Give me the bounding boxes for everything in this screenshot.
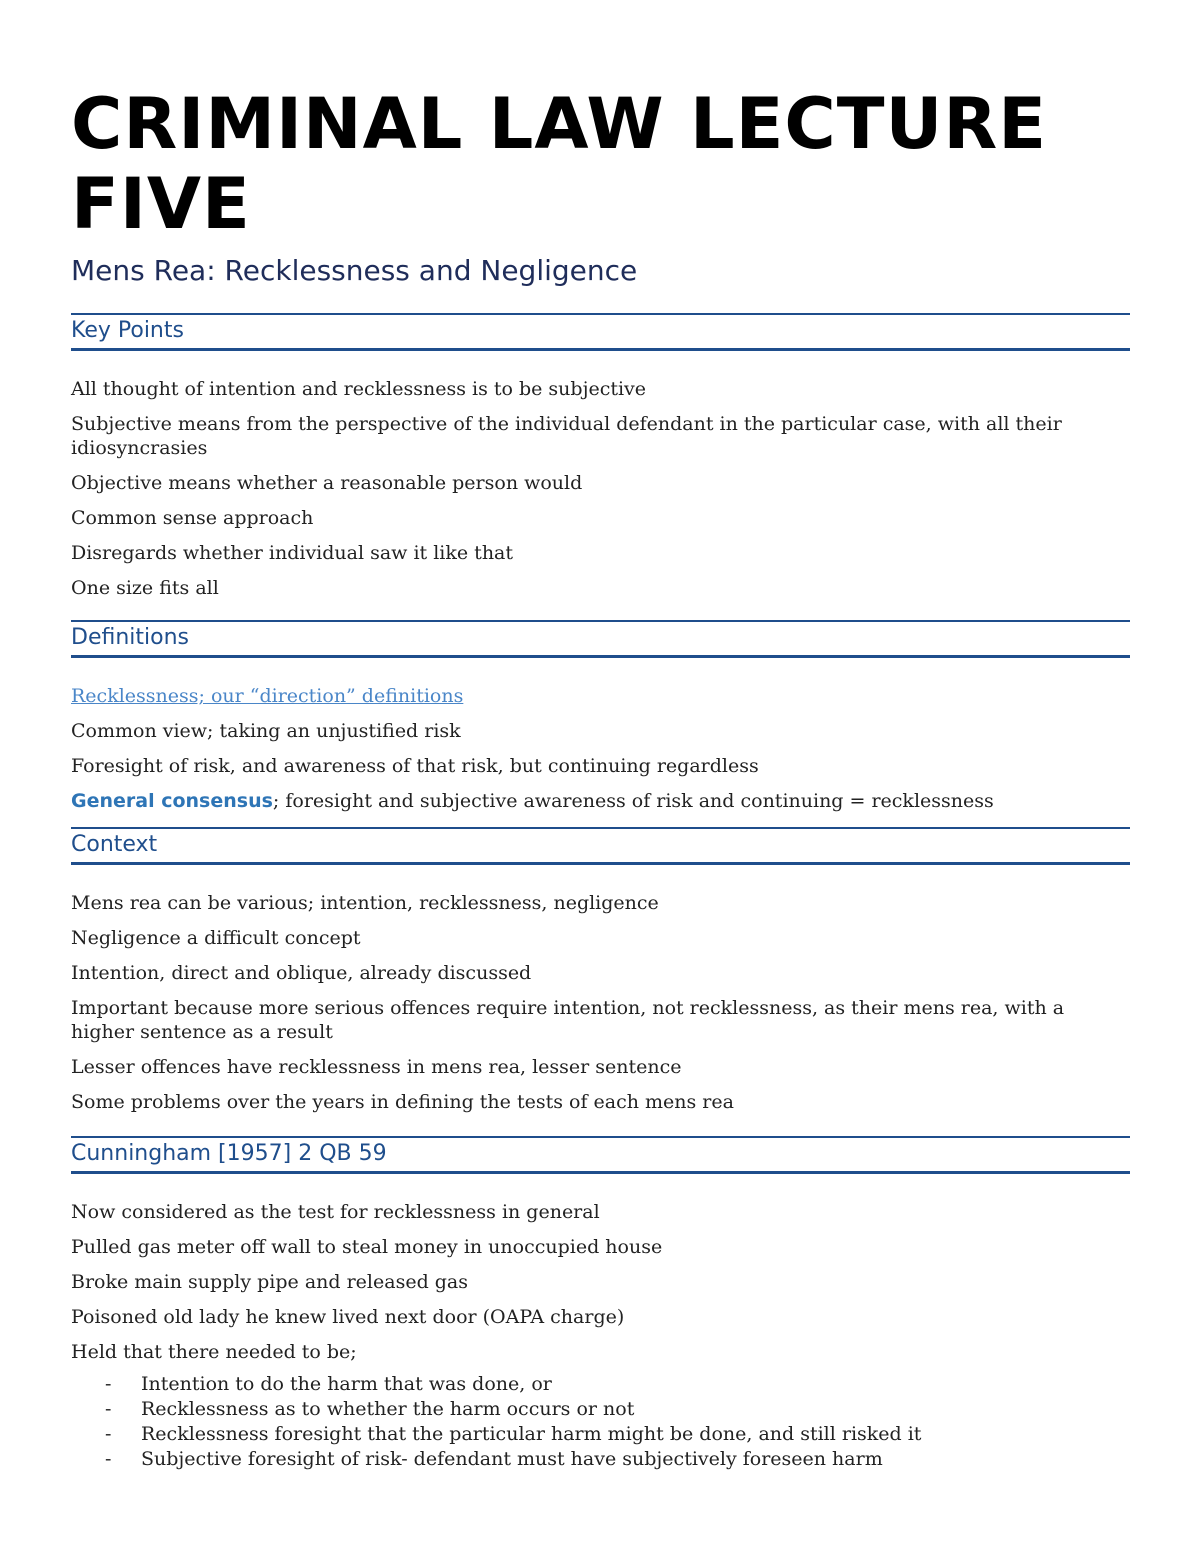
document-title: CRIMINAL LAW LECTURE FIVE bbox=[71, 83, 1048, 245]
paragraph: Mens rea can be various; intention, recklessness, negligence bbox=[71, 892, 659, 914]
section-context bbox=[71, 827, 1130, 1114]
list-dash: - bbox=[105, 1373, 112, 1395]
list-item bbox=[71, 1397, 1130, 1422]
paragraph: Broke main supply pipe and released gas bbox=[71, 1271, 469, 1293]
section-key-points bbox=[71, 313, 1130, 600]
list-item bbox=[71, 1422, 1130, 1447]
list-dash: - bbox=[105, 1423, 112, 1445]
paragraph: Common sense approach bbox=[71, 507, 314, 529]
section-heading: Key Points bbox=[71, 318, 184, 343]
paragraph: Pulled gas meter off wall to steal money in unoccupied house bbox=[71, 1236, 663, 1258]
paragraph: Disregards whether individual saw it like that bbox=[71, 542, 514, 564]
document-page bbox=[71, 84, 1130, 1472]
paragraph: Important because more serious offences require intention, not recklessness, as their mens rea, with a higher sentence as a result bbox=[71, 997, 1065, 1043]
document-subtitle: Mens Rea: Recklessness and Negligence bbox=[71, 254, 638, 287]
section-heading: Definitions bbox=[71, 625, 189, 650]
paragraph: Held that there needed to be; bbox=[71, 1341, 357, 1363]
section-heading: Cunningham [1957] 2 QB 59 bbox=[71, 1141, 387, 1166]
bullet-list bbox=[71, 1372, 1130, 1472]
definitions-link[interactable]: Recklessness; our “direction” definitions bbox=[71, 685, 464, 707]
paragraph: Common view; taking an unjustified risk bbox=[71, 720, 461, 742]
section-heading: Context bbox=[71, 832, 158, 857]
consensus-paragraph bbox=[71, 789, 1130, 813]
paragraph: Some problems over the years in defining the tests of each mens rea bbox=[71, 1091, 734, 1113]
paragraph: Subjective means from the perspective of the individual defendant in the particular case, with all their idiosyncrasies bbox=[71, 413, 1062, 459]
list-dash: - bbox=[105, 1398, 112, 1420]
list-item-text: Recklessness as to whether the harm occurs or not bbox=[141, 1398, 635, 1420]
paragraph: Negligence a difficult concept bbox=[71, 927, 361, 949]
list-dash: - bbox=[105, 1448, 112, 1470]
paragraph: Lesser offences have recklessness in mens rea, lesser sentence bbox=[71, 1056, 682, 1078]
paragraph: Poisoned old lady he knew lived next door (OAPA charge) bbox=[71, 1306, 625, 1328]
paragraph: One size fits all bbox=[71, 577, 219, 599]
list-item-text: Recklessness foresight that the particular harm might be done, and still risked it bbox=[141, 1423, 922, 1445]
paragraph: Foresight of risk, and awareness of that risk, but continuing regardless bbox=[71, 755, 759, 777]
paragraph: All thought of intention and recklessness is to be subjective bbox=[71, 378, 647, 400]
list-item-text: Subjective foresight of risk- defendant must have subjectively foreseen harm bbox=[141, 1448, 883, 1470]
paragraph: Intention, direct and oblique, already discussed bbox=[71, 962, 532, 984]
section-cunningham bbox=[71, 1136, 1130, 1472]
paragraph: Objective means whether a reasonable person would bbox=[71, 472, 583, 494]
consensus-text: ; foresight and subjective awareness of risk and continuing = recklessness bbox=[272, 790, 994, 812]
paragraph: Now considered as the test for recklessness in general bbox=[71, 1201, 600, 1223]
list-item bbox=[71, 1447, 1130, 1472]
list-item bbox=[71, 1372, 1130, 1397]
section-definitions bbox=[71, 620, 1130, 813]
consensus-label: General consensus bbox=[71, 790, 273, 812]
list-item-text: Intention to do the harm that was done, or bbox=[141, 1373, 552, 1395]
